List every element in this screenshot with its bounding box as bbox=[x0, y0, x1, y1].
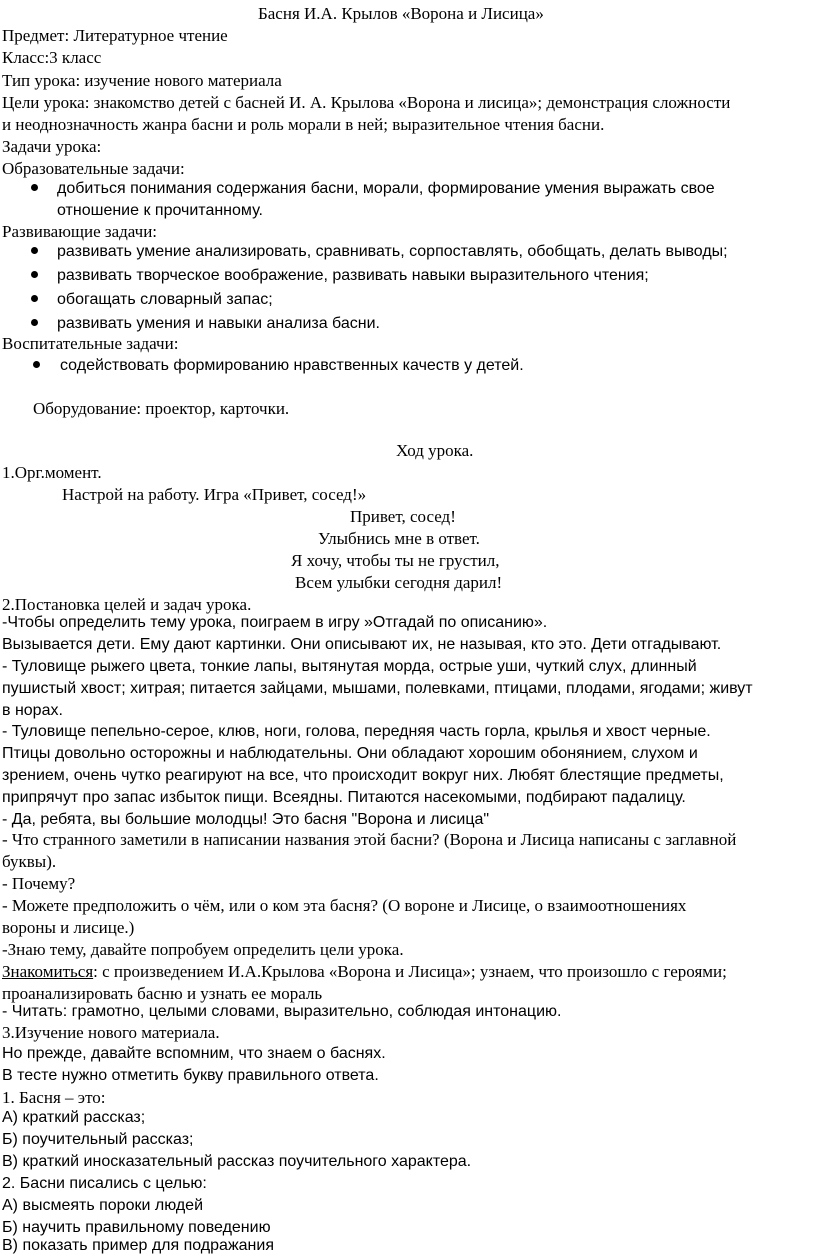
poem-line-2: Улыбнись мне в ответ. bbox=[318, 529, 480, 548]
section2-line-1: -Чтобы определить тему урока, поиграем в игру »Отгадай по описанию». bbox=[2, 614, 548, 631]
course-heading: Ход урока. bbox=[396, 441, 474, 460]
section3-line-3: 1. Басня – это: bbox=[2, 1088, 106, 1107]
tasks-heading: Задачи урока: bbox=[2, 137, 102, 156]
equipment-line: Оборудование: проектор, карточки. bbox=[33, 399, 290, 418]
section2-after-1: проанализировать басню и узнать ее мораль bbox=[2, 984, 323, 1003]
section2-line-2: Вызывается дети. Ему дают картинки. Они описывают их, не называя, кто это. Дети отгадывают. bbox=[2, 636, 722, 653]
educational-item-line-2: отношение к прочитанному. bbox=[57, 202, 263, 219]
org-intro: Настрой на работу. Игра «Привет, сосед!» bbox=[62, 485, 367, 504]
developing-heading: Развивающие задачи: bbox=[2, 222, 158, 241]
know-word: Знакомиться bbox=[2, 962, 94, 981]
developing-item-3: обогащать словарный запас; bbox=[57, 291, 273, 308]
document-title: Басня И.А. Крылов «Ворона и Лисица» bbox=[258, 4, 544, 23]
section3-line-4: А) краткий рассказ; bbox=[2, 1109, 146, 1126]
bullet-icon bbox=[31, 295, 38, 302]
subject-line: Предмет: Литературное чтение bbox=[2, 26, 228, 45]
section2-line-12: буквы). bbox=[2, 852, 57, 871]
know-line bbox=[2, 961, 727, 983]
section3-line-7: 2. Басни писались с целью: bbox=[2, 1175, 207, 1192]
section2-line-6: - Туловище пепельно-серое, клюв, ноги, голова, передняя часть горла, крылья и хвост черные. bbox=[2, 723, 711, 740]
know-rest: : с произведением И.А.Крылова «Ворона и Лисица»; узнаем, что произошло с героями; bbox=[93, 962, 727, 981]
educational-item-line-1: добиться понимания содержания басни, морали, формирование умения выражать свое bbox=[57, 180, 715, 197]
poem-line-1: Привет, сосед! bbox=[350, 507, 456, 526]
developing-item-2: развивать творческое воображение, развивать навыки выразительного чтения; bbox=[57, 267, 649, 284]
goals-line-1: Цели урока: знакомство детей с басней И. А. Крылова «Ворона и лисица»; демонстрация сложности bbox=[2, 93, 731, 112]
section3-line-8: А) высмеять пороки людей bbox=[2, 1197, 204, 1214]
section2-line-3: - Туловище рыжего цвета, тонкие лапы, вытянутая морда, острые уши, чуткий слух, длинный bbox=[2, 658, 697, 675]
poem-line-3: Я хочу, чтобы ты не грустил, bbox=[291, 551, 500, 570]
developing-item-1: развивать умение анализировать, сравнивать, сорпоставлять, обобщать, делать выводы; bbox=[57, 243, 728, 260]
section3-line-1: Но прежде, давайте вспомним, что знаем о баснях. bbox=[2, 1045, 386, 1062]
section3-line-6: В) краткий иносказательный рассказ поучительного характера. bbox=[2, 1153, 472, 1170]
section2-line-8: зрением, очень чутко реагируют на все, что происходит вокруг них. Любят блестящие предметы, bbox=[2, 767, 724, 784]
section2-heading: 2.Постановка целей и задач урока. bbox=[2, 595, 252, 614]
upbringing-heading: Воспитательные задачи: bbox=[2, 334, 179, 353]
bullet-icon bbox=[31, 319, 38, 326]
section2-line-5: в норах. bbox=[2, 702, 63, 719]
section2-line-9: припрячут про запас избыток пищи. Всеядны. Питаются насекомыми, подбирают падалицу. bbox=[2, 789, 686, 806]
bullet-icon bbox=[31, 271, 38, 278]
section3-line-5: Б) поучительный рассказ; bbox=[2, 1131, 194, 1148]
section2-after-2: - Читать: грамотно, целыми словами, выразительно, соблюдая интонацию. bbox=[2, 1003, 562, 1020]
bullet-icon bbox=[31, 184, 38, 191]
goals-line-2: и неоднозначность жанра басни и роль морали в ней; выразительное чтения басни. bbox=[2, 115, 605, 134]
section3-heading: 3.Изучение нового материала. bbox=[2, 1023, 220, 1042]
org-heading: 1.Орг.момент. bbox=[2, 463, 102, 482]
bullet-icon bbox=[33, 361, 40, 368]
bullet-icon bbox=[31, 247, 38, 254]
section3-line-2: В тесте нужно отметить букву правильного ответа. bbox=[2, 1067, 379, 1084]
section2-line-10: - Да, ребята, вы большие молодцы! Это басня "Ворона и лисица" bbox=[2, 811, 490, 828]
section2-line-15: вороны и лисице.) bbox=[2, 918, 135, 937]
poem-line-4: Всем улыбки сегодня дарил! bbox=[295, 573, 503, 592]
section2-line-13: - Почему? bbox=[2, 874, 76, 893]
developing-item-4: развивать умения и навыки анализа басни. bbox=[57, 315, 380, 332]
section2-line-11: - Что странного заметили в написании названия этой басни? (Ворона и Лисица написаны с заглавной bbox=[2, 830, 737, 849]
section2-line-14: - Можете предположить о чём, или о ком эта басня? (О вороне и Лисице, о взаимоотношениях bbox=[2, 896, 687, 915]
lesson-type-line: Тип урока: изучение нового материала bbox=[2, 71, 282, 90]
upbringing-item-1: содействовать формированию нравственных качеств у детей. bbox=[60, 357, 524, 374]
section2-line-4: пушистый хвост; хитрая; питается зайцами, мышами, полевками, птицами, плодами, ягодами; живут bbox=[2, 680, 753, 697]
grade-line: Класс:3 класс bbox=[2, 48, 102, 67]
section2-line-7: Птицы довольно осторожны и наблюдательны. Они обладают хорошим обонянием, слухом и bbox=[2, 745, 698, 762]
section3-line-10: В) показать пример для подражания bbox=[2, 1237, 274, 1254]
section3-line-9: Б) научить правильному поведению bbox=[2, 1219, 271, 1236]
educational-heading: Образовательные задачи: bbox=[2, 159, 185, 178]
section2-line-16: -Знаю тему, давайте попробуем определить цели урока. bbox=[2, 940, 404, 959]
